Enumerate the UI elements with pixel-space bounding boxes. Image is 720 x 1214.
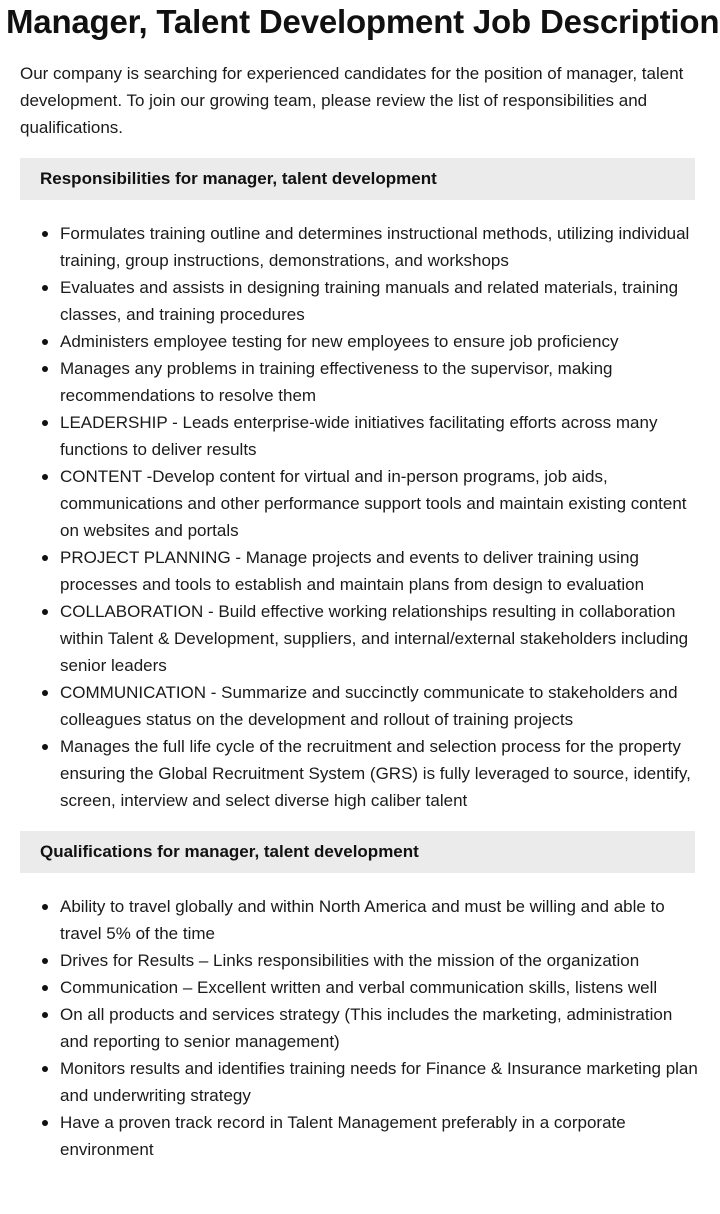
list-item: Formulates training outline and determines instructional methods, utilizing individual training, group instructions, demonstrations, and workshops: [60, 220, 700, 274]
responsibilities-list: [0, 220, 700, 814]
section-spacer: [0, 814, 720, 831]
qualifications-header: Qualifications for manager, talent development: [20, 831, 695, 873]
list-item: LEADERSHIP - Leads enterprise-wide initiatives facilitating efforts across many functions to deliver results: [60, 409, 700, 463]
list-item: Manages the full life cycle of the recruitment and selection process for the property ensuring the Global Recruitment System (GRS) is fully leveraged to source, identify, screen, interview and select diverse high caliber talent: [60, 733, 700, 814]
list-item: Drives for Results – Links responsibilities with the mission of the organization: [60, 947, 700, 974]
list-item: Have a proven track record in Talent Management preferably in a corporate environment: [60, 1109, 700, 1163]
list-item: Monitors results and identifies training needs for Finance & Insurance marketing plan and underwriting strategy: [60, 1055, 700, 1109]
list-item: COLLABORATION - Build effective working relationships resulting in collaboration within Talent & Development, suppliers, and internal/external stakeholders including senior leaders: [60, 598, 700, 679]
responsibilities-header: Responsibilities for manager, talent development: [20, 158, 695, 200]
list-item: On all products and services strategy (This includes the marketing, administration and reporting to senior management): [60, 1001, 700, 1055]
intro-paragraph: Our company is searching for experienced candidates for the position of manager, talent development. To join our growing team, please review the list of responsibilities and qualifications.: [20, 64, 684, 137]
qualifications-list: [0, 893, 700, 1163]
list-item: Manages any problems in training effectiveness to the supervisor, making recommendations to resolve them: [60, 355, 700, 409]
list-item: Administers employee testing for new employees to ensure job proficiency: [60, 328, 700, 355]
list-item: Evaluates and assists in designing training manuals and related materials, training classes, and training procedures: [60, 274, 700, 328]
list-item: PROJECT PLANNING - Manage projects and events to deliver training using processes and tools to establish and maintain plans from design to evaluation: [60, 544, 700, 598]
list-item: Ability to travel globally and within North America and must be willing and able to travel 5% of the time: [60, 893, 700, 947]
page-title: Manager, Talent Development Job Description: [6, 3, 720, 40]
list-item: COMMUNICATION - Summarize and succinctly communicate to stakeholders and colleagues status on the development and rollout of training projects: [60, 679, 700, 733]
list-item: Communication – Excellent written and verbal communication skills, listens well: [60, 974, 700, 1001]
list-item: CONTENT -Develop content for virtual and in-person programs, job aids, communications and other performance support tools and maintain existing content on websites and portals: [60, 463, 700, 544]
